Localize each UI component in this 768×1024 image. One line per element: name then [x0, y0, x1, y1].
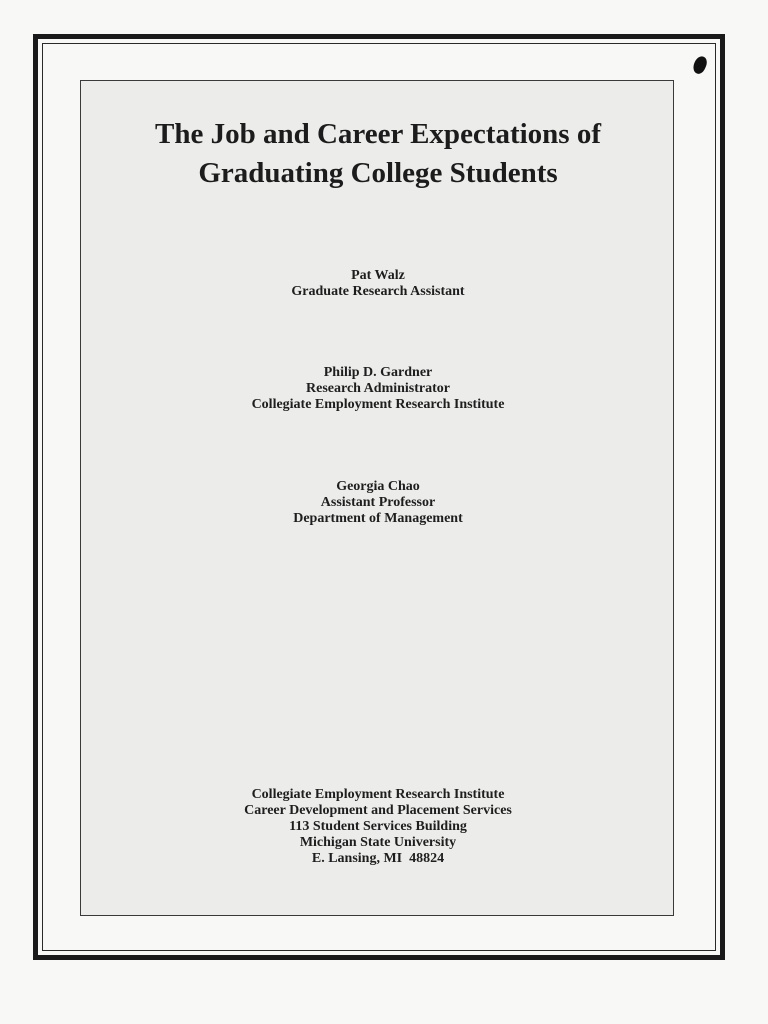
author-block-1: [81, 268, 675, 300]
author-role: Assistant Professor: [320, 495, 436, 510]
author-name: Pat Walz: [351, 268, 405, 283]
address-line-4: Michigan State University: [299, 835, 457, 850]
address-line-5: E. Lansing, MI 48824: [311, 851, 445, 866]
title-line-1: The Job and Career Expectations of: [154, 118, 602, 150]
author-role: Research Administrator: [306, 381, 450, 396]
author-affiliation: Collegiate Employment Research Institute: [251, 397, 505, 412]
address-line-1: Collegiate Employment Research Institute: [251, 787, 505, 802]
author-affiliation: Department of Management: [293, 511, 463, 526]
author-name: Georgia Chao: [336, 479, 420, 494]
title-line-2: Graduating College Students: [198, 157, 558, 189]
author-block-3: [81, 479, 675, 527]
author-name: Philip D. Gardner: [323, 365, 433, 380]
author-role: Graduate Research Assistant: [291, 284, 465, 299]
institution-address: [81, 787, 675, 867]
document-title: [81, 115, 675, 193]
address-line-2: Career Development and Placement Services: [244, 803, 512, 818]
author-block-2: [81, 365, 675, 413]
cover-panel: [80, 80, 674, 916]
address-line-3: 113 Student Services Building: [289, 819, 467, 834]
